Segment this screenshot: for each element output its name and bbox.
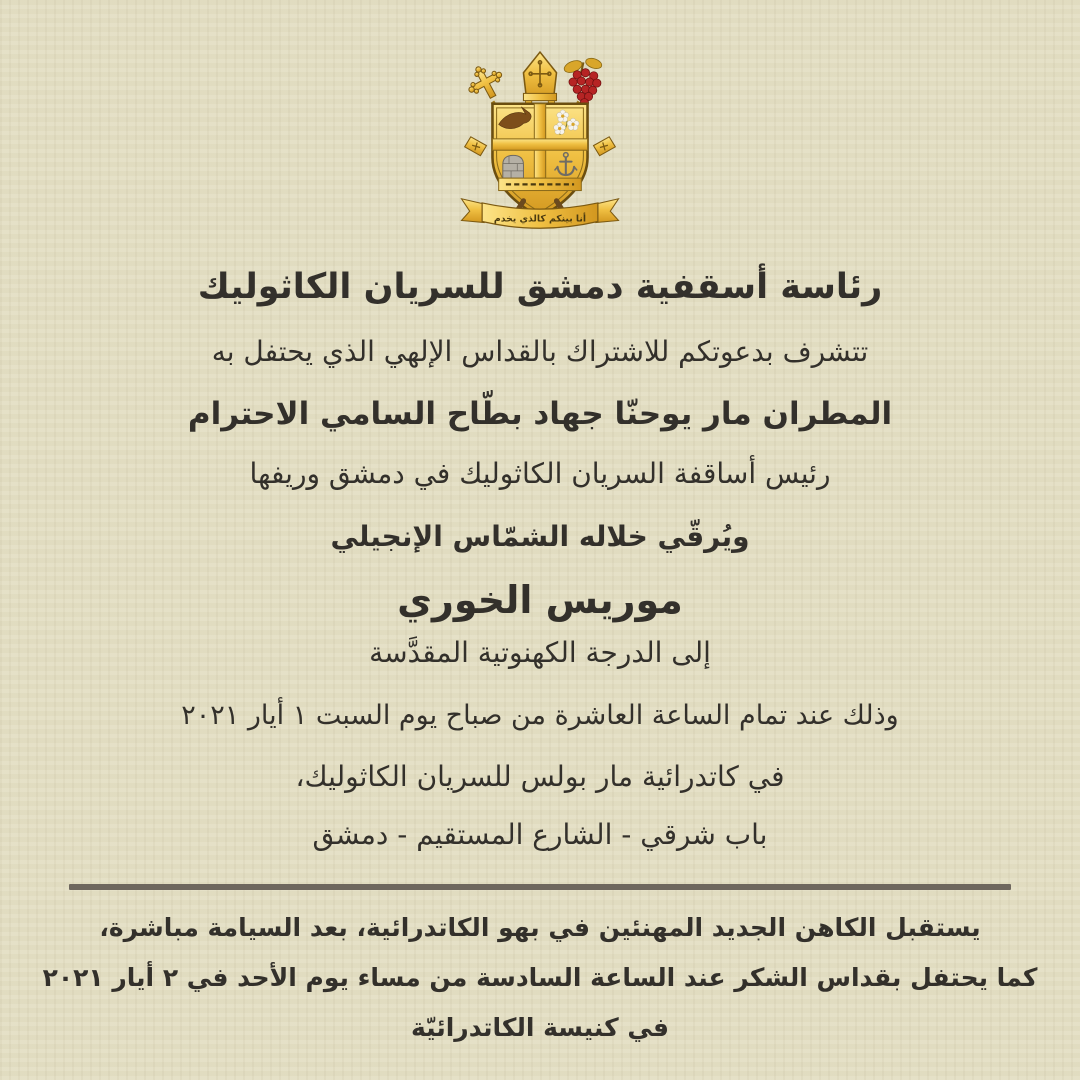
deacon-name-line: موريس الخوري <box>397 578 683 622</box>
bishop-name-line: المطران مار يوحنّا جهاد بطّاح السامي الاحترام <box>187 396 893 432</box>
footer-venue-line: في كنيسة الكاتدرائيّة <box>410 1013 670 1042</box>
ordination-intro-line: ويُرقّي خلاله الشمّاس الإنجيلي <box>330 520 750 553</box>
maniple-left-icon <box>464 136 488 157</box>
stone-tower-icon <box>503 155 524 178</box>
archbishopric-crest <box>456 50 624 238</box>
thanksgiving-mass-line: كما يحتفل بقداس الشكر عند الساعة السادسة من مساء يوم الأحد في ٢ أيار ٢٠٢١ <box>42 963 1038 992</box>
divider-line <box>69 884 1011 890</box>
invite-line: تتشرف بدعوتكم للاشتراك بالقداس الإلهي الذي يحتفل به <box>211 335 869 368</box>
mitre-icon <box>523 52 556 107</box>
address-line: باب شرقي - الشارع المستقيم - دمشق <box>312 818 768 851</box>
processional-cross-icon <box>461 59 509 106</box>
title-line: رئاسة أسقفية دمشق للسريان الكاثوليك <box>197 267 883 307</box>
maniple-right-icon <box>592 136 616 157</box>
reception-line: يستقبل الكاهن الجديد المهنئين في بهو الكاتدرائية، بعد السيامة مباشرة، <box>99 913 981 942</box>
banner-motto-text: أنا بينكم كالذي يخدم <box>493 213 587 225</box>
crest-icon <box>456 50 624 236</box>
bishop-title-line: رئيس أساقفة السريان الكاثوليك في دمشق وريفها <box>249 457 831 490</box>
datetime-line: وذلك عند تمام الساعة العاشرة من صباح يوم السبت ١ أيار ٢٠٢١ <box>181 700 899 731</box>
degree-line: إلى الدرجة الكهنوتية المقدَّسة <box>369 636 711 669</box>
syriac-motto-band <box>499 178 582 190</box>
grape-cluster-icon <box>563 56 604 106</box>
venue-line: في كاتدرائية مار بولس للسريان الكاثوليك، <box>295 760 785 793</box>
shield-icon <box>492 104 587 218</box>
